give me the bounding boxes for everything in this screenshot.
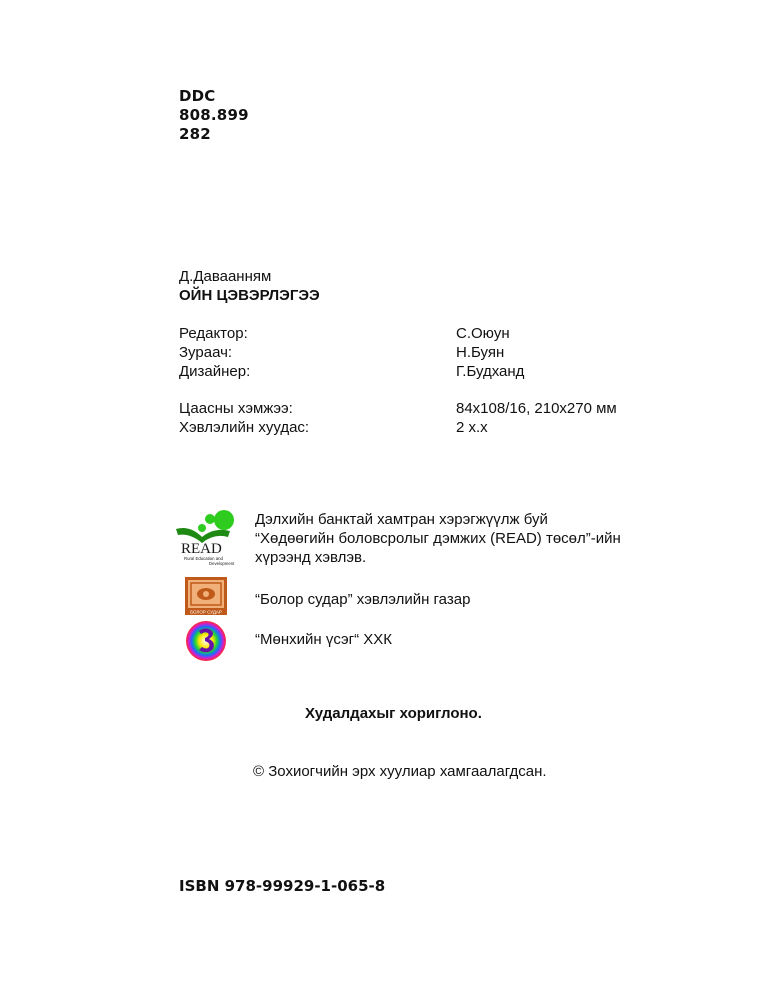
- read-line-1: Дэлхийн банктай хамтран хэрэгжүүлж буй: [255, 511, 548, 528]
- read-logo-icon: [172, 507, 242, 569]
- author-name: Д.Даваанням: [179, 268, 272, 285]
- book-title: ОЙН ЦЭВЭРЛЭГЭЭ: [179, 287, 320, 304]
- ddc-cutter: 282: [179, 125, 211, 143]
- read-logo-text: READ: [181, 541, 222, 557]
- read-logo-circle-large: [214, 510, 234, 530]
- designer-value: Г.Будханд: [456, 363, 525, 380]
- paper-size-label: Цаасны хэмжээ:: [179, 400, 293, 417]
- ddc-classification: [179, 87, 249, 144]
- ddc-number: 808.899: [179, 106, 249, 124]
- paper-size-value: 84x108/16, 210x270 мм: [456, 400, 617, 417]
- illustrator-value: Н.Буян: [456, 344, 505, 361]
- read-logo-circle-small: [198, 524, 206, 532]
- copyright-notice: © Зохиогчийн эрх хуулиар хамгаалагдсан.: [253, 763, 547, 780]
- bolor-logo-pupil: [203, 591, 209, 597]
- munkhiin-useg-company: “Мөнхийн үсэг“ ХХК: [255, 631, 393, 648]
- read-logo-circle-medium: [205, 514, 215, 524]
- print-sheets-label: Хэвлэлийн хуудас:: [179, 419, 310, 436]
- read-project-statement: [255, 510, 675, 567]
- read-logo-subtext-2: Development: [209, 561, 235, 566]
- isbn-number: ISBN 978-99929-1-065-8: [179, 877, 386, 895]
- read-line-2: “Хөдөөгийн боловсролыг дэмжих (READ) төсөл”-ийн: [255, 530, 621, 547]
- bolor-logo-caption: БОЛОР СУДАР: [190, 609, 222, 615]
- not-for-sale-notice: Худалдахыг хориглоно.: [305, 705, 482, 722]
- munkhiin-useg-logo-icon: [185, 620, 227, 662]
- editor-value: С.Оюун: [456, 325, 510, 342]
- read-line-3: хүрээнд хэвлэв.: [255, 549, 367, 566]
- ddc-label: DDC: [179, 87, 216, 105]
- read-logo-subtext-1: Rural Education and: [184, 556, 223, 561]
- illustrator-label: Зураач:: [179, 344, 233, 361]
- bolor-sudar-logo-icon: [184, 576, 228, 616]
- designer-label: Дизайнер:: [179, 363, 251, 380]
- bolor-sudar-publisher: “Болор судар” хэвлэлийн газар: [255, 591, 471, 608]
- editor-label: Редактор:: [179, 325, 248, 342]
- print-sheets-value: 2 х.х: [456, 419, 488, 436]
